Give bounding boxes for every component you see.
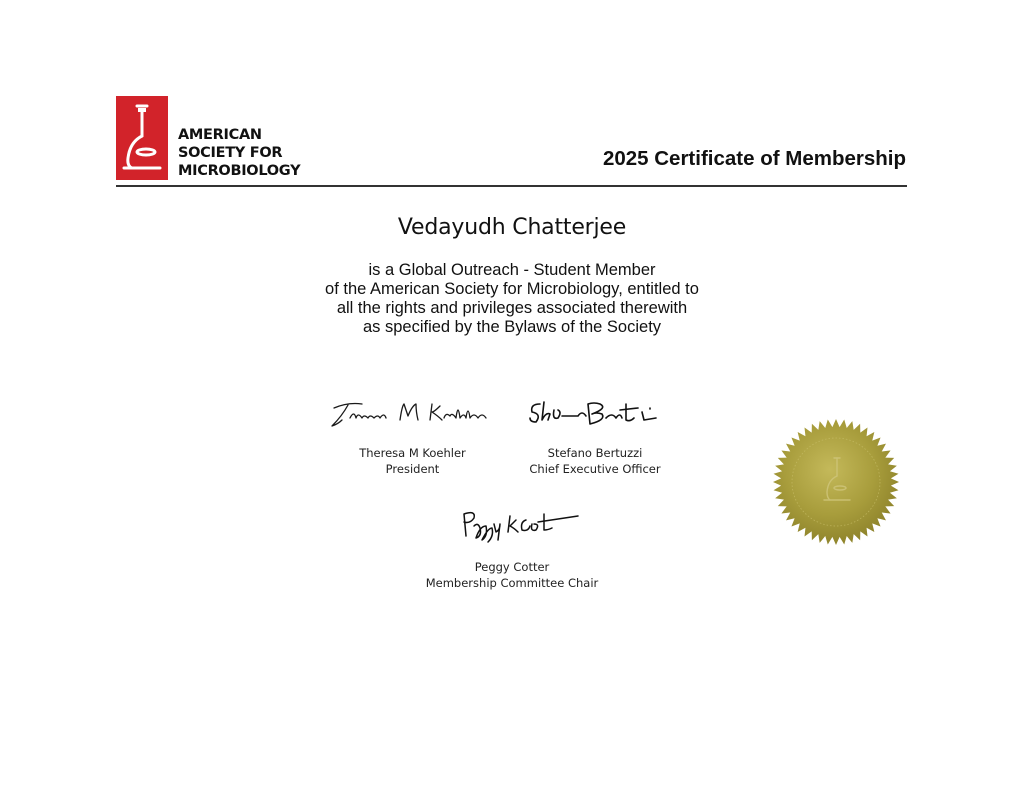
statement-line: as specified by the Bylaws of the Society [362, 318, 662, 336]
signature-membership-chair [458, 506, 582, 544]
member-name: Vedayudh Chatterjee [397, 215, 627, 240]
signer-title: Membership Committee Chair [425, 576, 599, 590]
signer-name: Peggy Cotter [474, 560, 550, 574]
logo-line: AMERICAN [178, 127, 262, 143]
signer-membership-chair [412, 559, 612, 591]
header-divider [116, 185, 907, 187]
statement-line: of the American Society for Microbiology, entitled to [325, 280, 699, 298]
signature-president [328, 396, 498, 432]
signature-ceo [526, 398, 666, 430]
asm-logo-text [178, 126, 300, 180]
microscope-icon [116, 96, 168, 180]
signer-title: President [385, 462, 440, 476]
gold-seal-icon [772, 418, 900, 546]
signer-name: Theresa M Koehler [359, 446, 466, 460]
logo-line: MICROBIOLOGY [178, 163, 301, 179]
signer-name: Stefano Bertuzzi [547, 446, 643, 460]
membership-statement [0, 261, 1024, 337]
asm-logo-mark [116, 96, 168, 180]
statement-line: all the rights and privileges associated therewith [336, 299, 688, 317]
certificate-title: 2025 Certificate of Membership [602, 147, 906, 170]
signer-title: Chief Executive Officer [529, 462, 661, 476]
signer-ceo [520, 445, 670, 477]
logo-line: SOCIETY FOR [178, 145, 283, 161]
signer-president [340, 445, 485, 477]
statement-line: is a Global Outreach - Student Member [368, 261, 656, 279]
